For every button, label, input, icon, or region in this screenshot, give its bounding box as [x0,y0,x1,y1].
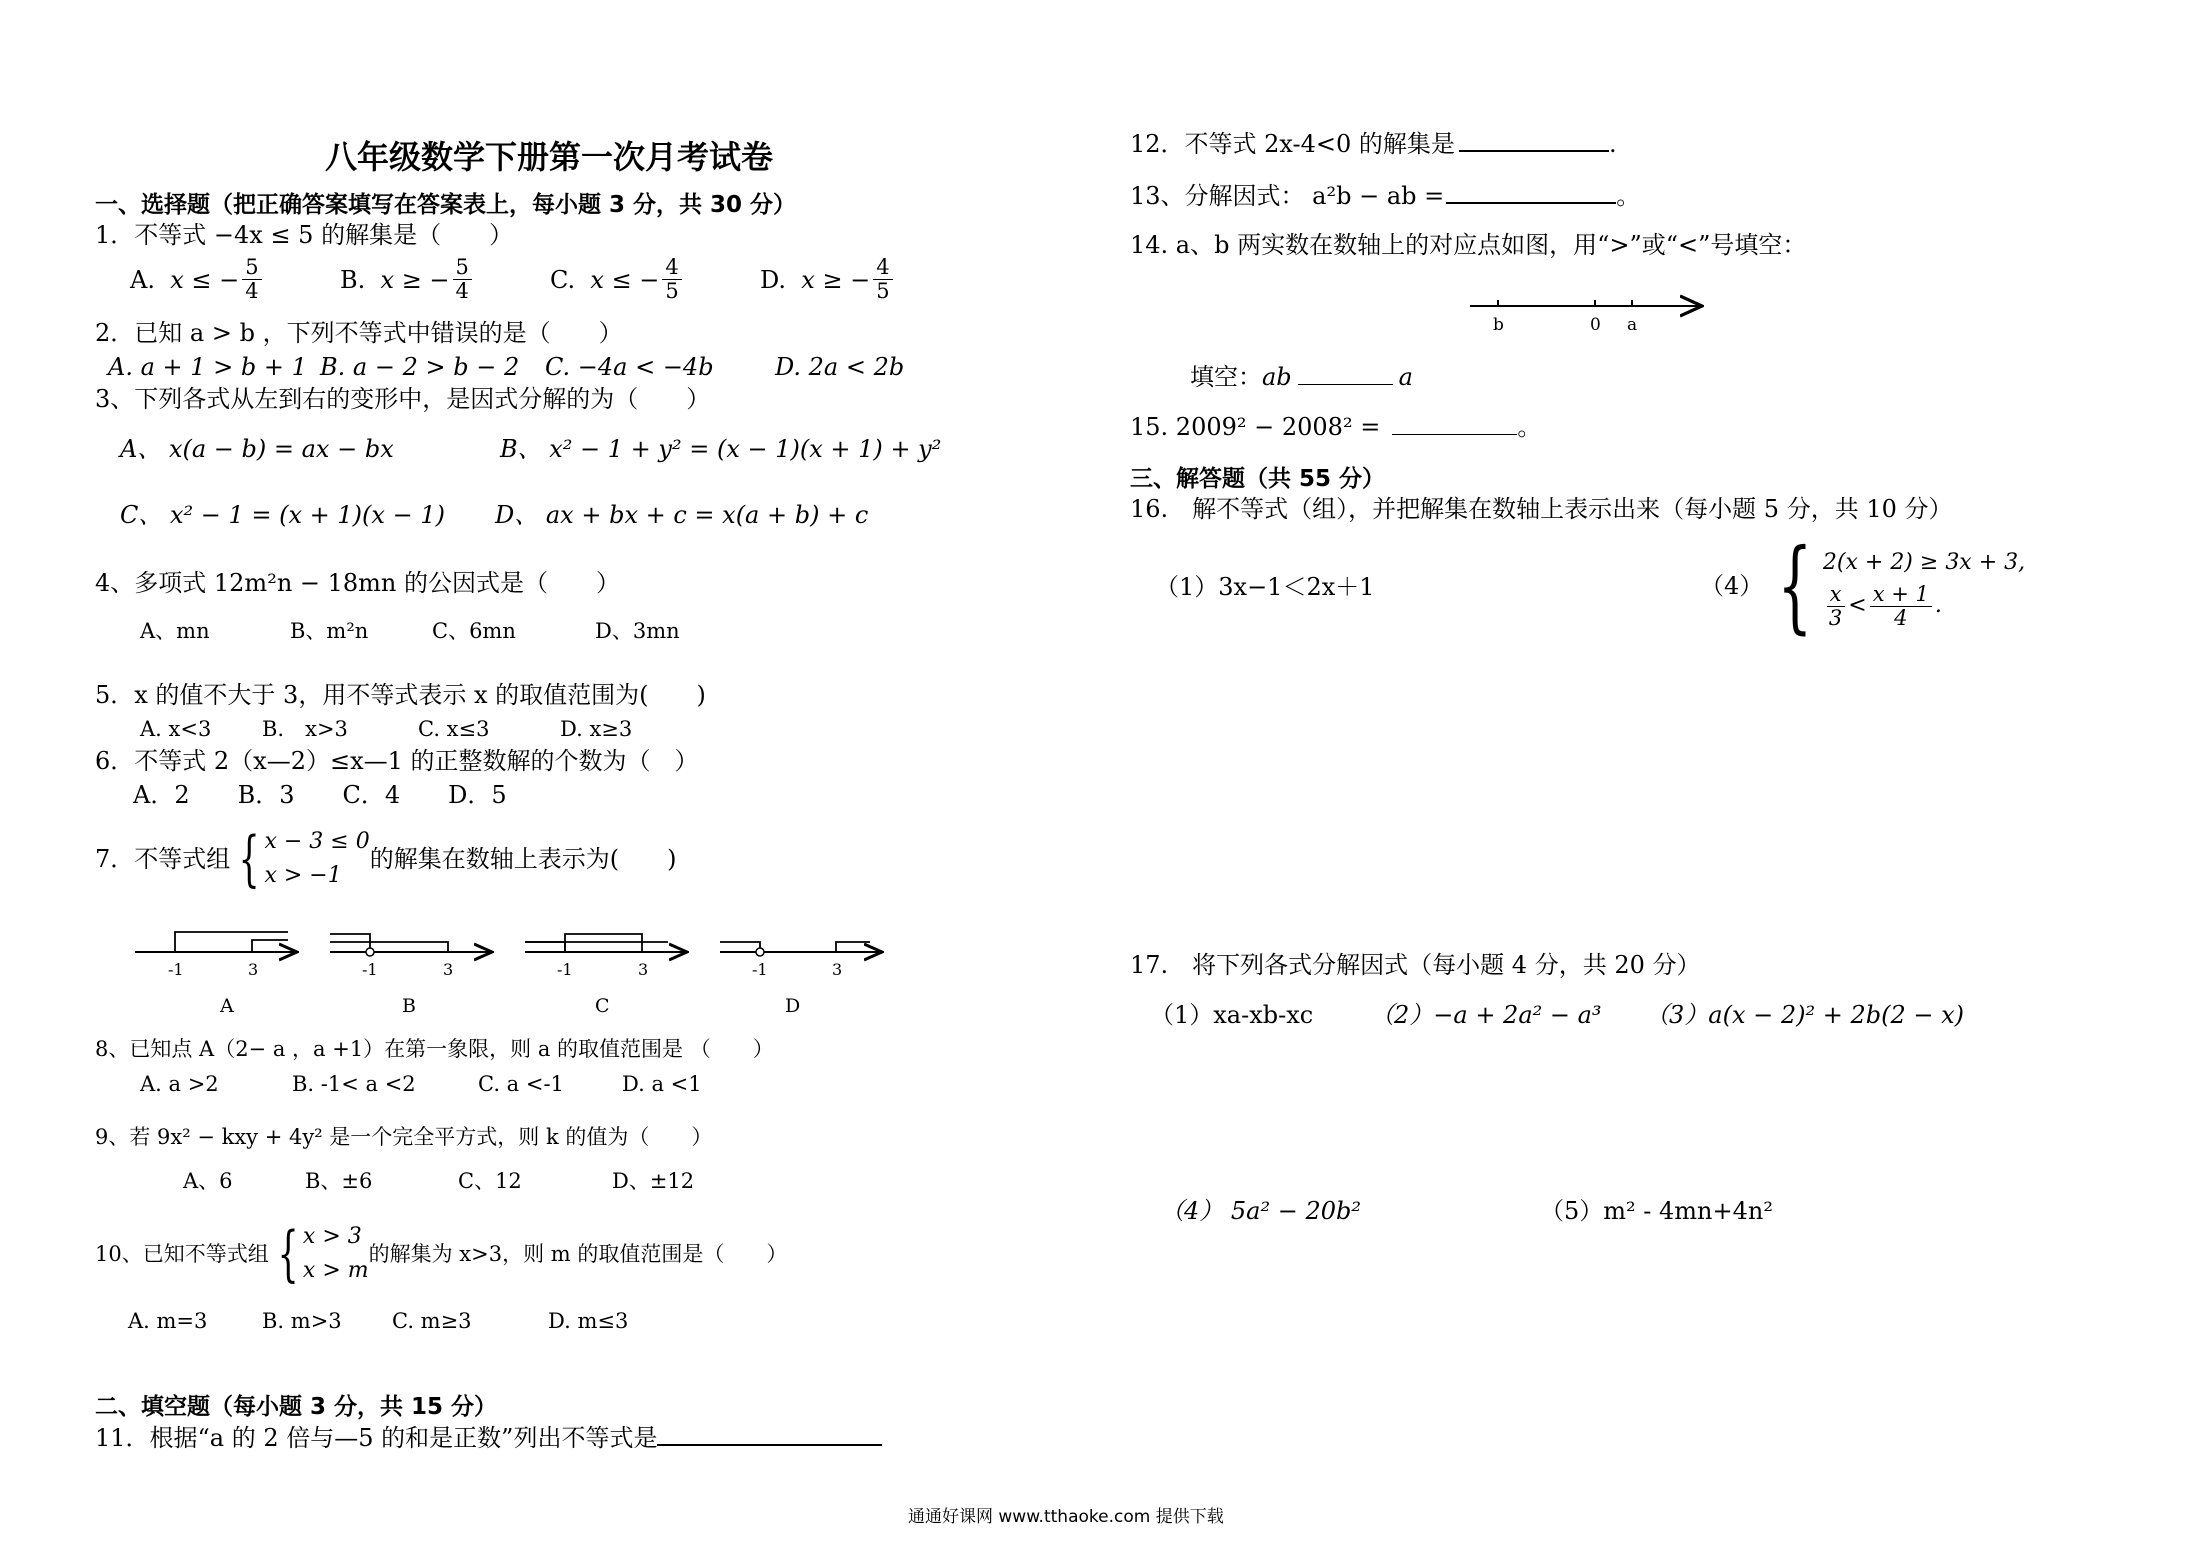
q7-line-b [330,934,490,1017]
q1-c-expr: x ≤ − [590,265,660,294]
q16-4-system [1763,527,2026,644]
q7-label-c: C [595,995,610,1017]
q16-4-3: 3 [1828,605,1843,630]
q15 [1130,412,1541,442]
q17-part3: （3）a(x − 2)² + 2b(2 − x) [1645,1001,1964,1029]
q1-stem: 1．不等式 −4x ≤ 5 的解集是（ ） [95,221,514,249]
q14-fill-label: 填空： [1190,363,1262,391]
q10-line1: x > 3 [302,1224,362,1249]
q3-option-c: C、 x² − 1 = (x + 1)(x − 1) [120,501,445,529]
q10-line2: x > m [302,1258,369,1283]
q14-label-zero: 0 [1590,315,1601,335]
q16-4-den: 4 [1894,605,1908,630]
q7-system [230,825,369,893]
q5-option-c: C. x≤3 [418,717,490,741]
q13 [1130,180,1640,211]
q4-option-c: C、6mn [432,619,516,643]
q16-4-line2 [1823,583,2025,630]
q10-system [269,1220,369,1288]
q17-part1: （1）xa-xb-xc [1150,1001,1314,1029]
q11-text: 11．根据“a 的 2 倍与—5 的和是正数”列出不等式是 [95,1424,658,1452]
q2-option-a: A. a + 1 > b + 1 [108,353,307,381]
q17-part5: （5）m² - 4mn+4n² [1540,1197,1773,1225]
q3-option-b: B、 x² − 1 + y² = (x − 1)(x + 1) + y² [500,435,942,463]
q10-option-c: C. m≥3 [392,1309,472,1333]
q14-label-b: b [1493,315,1504,335]
section3-heading: 三、解答题（共 55 分） [1130,466,1386,492]
q10-brace: { [277,1219,299,1289]
q7-d-tick-m1: -1 [752,960,768,979]
q8-option-c: C. a <-1 [478,1072,564,1096]
page-title: 八年级数学下册第一次月考试卷 [325,138,774,176]
q5-option-b: B. x>3 [262,717,348,741]
q7-pre: 7．不等式组 [95,845,231,873]
q8-option-b: B. -1< a <2 [292,1072,416,1096]
q8-option-d: D. a <1 [622,1072,702,1096]
q8-stem: 8、已知点 A（2− a ，a +1）在第一象限，则 a 的取值范围是 （ ） [95,1037,774,1061]
q7-line-c [525,934,685,1017]
q5-stem: 5．x 的值不大于 3，用不等式表示 x 的取值范围为( ) [95,681,706,709]
q1-option-b [340,256,475,303]
q7-lines [264,825,369,893]
q9-stem: 9、若 9x² − kxy + 4y² 是一个完全平方式，则 k 的值为（ ） [95,1125,713,1149]
section1-heading: 一、选择题（把正确答案填写在答案表上，每小题 3 分，共 30 分） [95,192,797,218]
q1-a-frac [242,256,261,303]
q3-stem: 3、下列各式从左到右的变形中，是因式分解的为（ ） [95,385,711,413]
q7-number-lines [120,920,900,1020]
q6-stem: 6．不等式 2（x—2）≤x—1 的正整数解的个数为（ ） [95,747,699,775]
q7-label-a: A [220,995,234,1017]
q16-4-dot: . [1934,593,1942,618]
q1-a-num: 5 [242,256,261,280]
q14-label-a: a [1627,315,1638,335]
q10-stem [95,1220,787,1288]
q1-a-label: A. [130,265,155,294]
q13-post: 。 [1616,182,1641,210]
q11 [95,1422,882,1453]
q14-fill-ab: ab [1262,363,1292,391]
q16-4-num: x + 1 [1870,583,1932,607]
q1-option-d [760,256,896,303]
q16-part1: （1）3x−1＜2x＋1 [1155,573,1375,601]
q4-option-a: A、mn [140,619,210,643]
q10-option-b: B. m>3 [262,1309,342,1333]
q11-answer-blank[interactable] [657,1422,882,1446]
q15-answer-blank[interactable] [1392,412,1517,435]
q8-option-a: A. a >2 [140,1072,219,1096]
q12-text: 12．不等式 2x-4<0 的解集是 [1130,130,1455,158]
q16-4-brace: { [1777,527,1813,644]
q7-line-a [135,932,295,1017]
q1-c-label: C. [550,265,576,294]
q9-option-a: A、6 [183,1169,233,1193]
q4-stem: 4、多项式 12m²n − 18mn 的公因式是（ ） [95,569,621,597]
q1-d-den: 5 [876,279,890,303]
q13-text: 13、分解因式： a²b − ab = [1130,182,1445,210]
q16-4-frac-right [1870,583,1932,630]
q1-c-den: 5 [665,279,679,303]
q5-option-d: D. x≥3 [560,717,633,741]
section2-heading: 二、填空题（每小题 3 分，共 15 分） [95,1394,498,1420]
q7-b-tick-m1: -1 [362,960,378,979]
q7-line-d [720,942,880,1017]
q2-stem: 2．已知 a > b ，下列不等式中错误的是（ ） [95,319,623,347]
q3-option-a: A、 x(a − b) = ax − bx [120,435,394,463]
q14-stem: 14. a、b 两实数在数轴上的对应点如图，用“>”或“<”号填空： [1130,231,1807,259]
q12-answer-blank[interactable] [1459,128,1609,152]
q17-part4: （4） 5a² − 20b² [1160,1197,1361,1225]
q12-post: . [1608,130,1617,158]
q9-option-b: B、±6 [305,1169,373,1193]
q1-d-frac [873,256,892,303]
q14-answer-blank[interactable] [1298,362,1393,385]
q1-b-frac [453,256,472,303]
q14-fill-a: a [1398,363,1413,391]
q1-b-num: 5 [453,256,472,280]
q15-text: 15. 2009² − 2008² = [1130,413,1381,441]
q1-a-expr: x ≤ − [170,265,240,294]
q15-post: 。 [1517,413,1542,441]
q17-stem: 17. 将下列各式分解因式（每小题 4 分，共 20 分） [1130,951,1701,979]
q7-line2: x > −1 [264,863,342,888]
q14-fill [1190,362,1413,392]
q1-option-a [130,256,265,303]
q16-4-label: （4） [1700,572,1764,600]
q1-option-c [550,256,685,303]
q7-b-tick-3: 3 [443,960,454,979]
q1-b-den: 4 [455,279,469,303]
q2-option-b: B. a − 2 > b − 2 [320,353,520,381]
q9-option-d: D、±12 [612,1169,695,1193]
q5-option-a: A. x<3 [140,717,212,741]
q1-b-expr: x ≥ − [380,265,450,294]
q1-c-frac [662,256,681,303]
q1-b-label: B. [340,265,366,294]
q1-c-num: 4 [662,256,681,280]
q16-4-x: x [1827,583,1845,607]
q1-d-expr: x ≥ − [801,265,871,294]
q10-lines [303,1220,369,1288]
q16-4-line1: 2(x + 2) ≥ 3x + 3, [1822,549,2026,575]
q1-d-label: D. [760,265,787,294]
q10-post: 的解集为 x>3，则 m 的取值范围是（ ） [368,1242,788,1266]
q9-option-c: C、12 [458,1169,522,1193]
q16-4-frac-left [1826,583,1845,630]
q7-a-tick-3: 3 [248,960,259,979]
q3-option-d: D、 ax + bx + c = x(a + b) + c [495,501,869,529]
q6-options: A．2 B．3 C．4 D．5 [133,781,507,809]
q10-pre: 10、已知不等式组 [95,1242,269,1266]
q1-a-den: 4 [245,279,259,303]
q16-4-lt: < [1848,593,1867,618]
q1-d-num: 4 [873,256,892,280]
q16-part4 [1700,527,2026,644]
footer-credit: 通通好课网 www.tthaoke.com 提供下载 [908,1507,1224,1527]
q7-label-d: D [785,995,801,1017]
q10-option-d: D. m≤3 [548,1309,629,1333]
q7-c-tick-m1: -1 [557,960,573,979]
q7-a-tick-m1: -1 [168,960,184,979]
q4-option-b: B、m²n [290,619,369,643]
q14-number-line [1460,290,1720,340]
q7-line1: x − 3 ≤ 0 [264,829,370,854]
q7-d-tick-3: 3 [832,960,843,979]
q10-option-a: A. m=3 [128,1309,208,1333]
q4-option-d: D、3mn [595,619,680,643]
q2-option-c: C. −4a < −4b [545,353,714,381]
q16-stem: 16. 解不等式（组），并把解集在数轴上表示出来（每小题 5 分，共 10 分） [1130,495,1953,523]
right-column [1100,0,2185,1565]
q2-option-d: D. 2a < 2b [775,353,905,381]
q13-answer-blank[interactable] [1446,180,1616,204]
q7-brace: { [238,824,260,894]
q17-part2: （2）−a + 2a² − a³ [1370,1001,1602,1029]
q7-post: 的解集在数轴上表示为( ) [369,845,677,873]
q16-4-lines [1823,543,2025,630]
q7-stem [95,825,676,893]
q7-c-tick-3: 3 [638,960,649,979]
q7-label-b: B [402,995,416,1017]
q12 [1130,128,1617,159]
